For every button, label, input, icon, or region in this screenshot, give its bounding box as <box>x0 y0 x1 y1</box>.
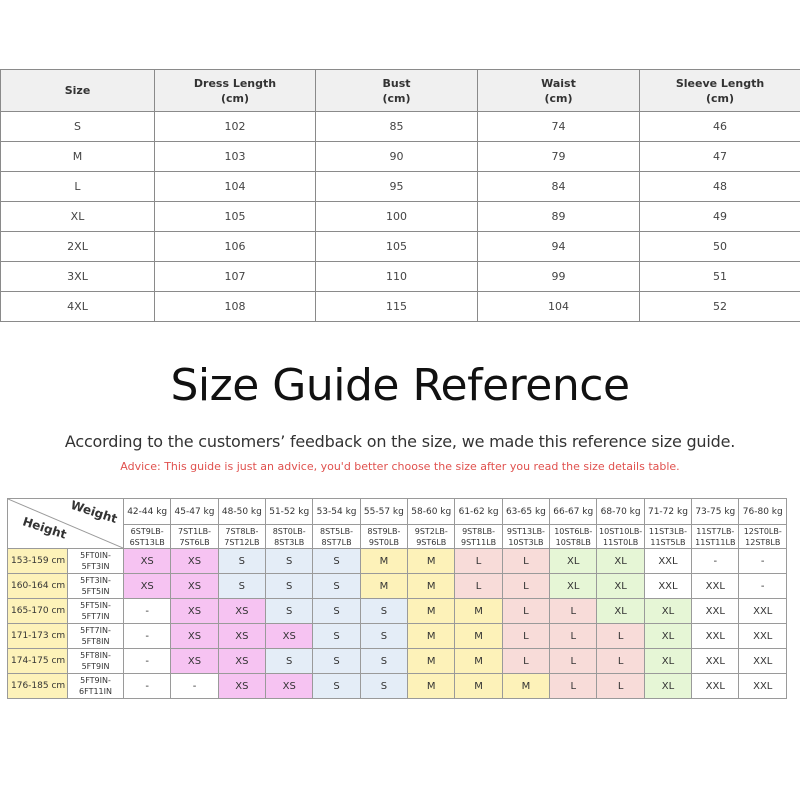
recommended-size-cell: XS <box>218 599 265 624</box>
size-table-cell: 52 <box>640 292 800 322</box>
recommended-size-cell: L <box>550 599 597 624</box>
height-cm-cell: 165-170 cm <box>8 599 68 624</box>
height-ft-cell <box>68 549 124 574</box>
recommended-size-cell: M <box>455 674 502 699</box>
height-ft-cell <box>68 649 124 674</box>
recommended-size-cell: - <box>739 574 787 599</box>
height-ft-from: 5FT3IN- <box>80 576 111 585</box>
recommended-size-cell: S <box>313 649 360 674</box>
recommended-size-cell: M <box>408 599 455 624</box>
size-guide-table <box>7 498 787 699</box>
weight-stone-to: 9ST6LB <box>416 537 447 547</box>
header-label: Sleeve Length <box>675 76 765 90</box>
recommended-size-cell: XL <box>644 649 691 674</box>
recommended-size-cell: M <box>408 649 455 674</box>
recommended-size-cell: XS <box>266 624 313 649</box>
height-cm-cell: 176-185 cm <box>8 674 68 699</box>
recommended-size-cell: L <box>455 549 502 574</box>
size-table-cell: 90 <box>316 142 478 172</box>
height-row <box>8 674 787 699</box>
weight-stone-cell <box>124 525 171 549</box>
header-label: Bust <box>382 76 411 90</box>
weight-kg-cell: 58-60 kg <box>408 499 455 525</box>
recommended-size-cell: S <box>313 599 360 624</box>
size-table-header-cell <box>640 70 800 112</box>
weight-stone-to: 11ST5LB <box>650 537 686 547</box>
size-table-cell: 104 <box>478 292 640 322</box>
size-table-cell: 103 <box>155 142 316 172</box>
size-table-cell: 85 <box>316 112 478 142</box>
size-table-cell: 51 <box>640 262 800 292</box>
weight-stone-from: 9ST8LB- <box>462 526 496 536</box>
weight-kg-cell: 48-50 kg <box>218 499 265 525</box>
recommended-size-cell: S <box>266 599 313 624</box>
size-table-header-cell <box>1 70 155 112</box>
size-table-header-row <box>1 70 800 112</box>
weight-stone-cell <box>408 525 455 549</box>
size-table-cell: 49 <box>640 202 800 232</box>
height-row <box>8 549 787 574</box>
size-table-cell: 108 <box>155 292 316 322</box>
recommended-size-cell: XS <box>124 574 171 599</box>
weight-stone-from: 9ST2LB- <box>414 526 448 536</box>
size-table-cell: 110 <box>316 262 478 292</box>
weight-kg-cell: 55-57 kg <box>360 499 407 525</box>
weight-stone-cell <box>313 525 360 549</box>
weight-stone-cell <box>218 525 265 549</box>
weight-stone-cell <box>266 525 313 549</box>
size-table-header-cell <box>316 70 478 112</box>
height-ft-cell <box>68 574 124 599</box>
height-cm-cell: 171-173 cm <box>8 624 68 649</box>
height-ft-cell <box>68 674 124 699</box>
weight-stone-from: 10ST10LB- <box>599 526 643 536</box>
header-label: Size <box>64 84 91 97</box>
weight-kg-cell: 68-70 kg <box>597 499 644 525</box>
size-table-cell: 79 <box>478 142 640 172</box>
weight-stone-cell <box>550 525 597 549</box>
weight-axis-label: Weight <box>69 497 119 527</box>
height-axis-label: Height <box>20 514 69 542</box>
size-table-cell: 107 <box>155 262 316 292</box>
weight-stone-from: 12ST0LB- <box>743 526 782 536</box>
header-label: Waist <box>541 76 576 90</box>
size-table-cell: 95 <box>316 172 478 202</box>
recommended-size-cell: L <box>597 649 644 674</box>
weight-stone-from: 9ST13LB- <box>506 526 545 536</box>
height-row <box>8 624 787 649</box>
size-measurement-table <box>0 69 800 322</box>
recommended-size-cell: XXL <box>692 649 739 674</box>
size-table-cell: 74 <box>478 112 640 142</box>
recommended-size-cell: XXL <box>739 599 787 624</box>
recommended-size-cell: XXL <box>692 674 739 699</box>
recommended-size-cell: XXL <box>644 574 691 599</box>
size-table-cell: 102 <box>155 112 316 142</box>
size-table-header-cell <box>478 70 640 112</box>
recommended-size-cell: XS <box>171 574 218 599</box>
size-table-cell: 50 <box>640 232 800 262</box>
height-ft-from: 5FT0IN- <box>80 551 111 560</box>
size-table-cell: 94 <box>478 232 640 262</box>
size-table-cell: 3XL <box>1 262 155 292</box>
size-table-cell: 104 <box>155 172 316 202</box>
recommended-size-cell: XS <box>124 549 171 574</box>
size-table-row <box>1 172 800 202</box>
recommended-size-cell: - <box>124 624 171 649</box>
size-table-cell: 4XL <box>1 292 155 322</box>
weight-stone-to: 9ST11LB <box>460 537 497 547</box>
recommended-size-cell: L <box>502 599 549 624</box>
recommended-size-cell: L <box>597 674 644 699</box>
weight-stone-to: 6ST13LB <box>129 537 165 547</box>
recommended-size-cell: XXL <box>692 599 739 624</box>
page-subtitle: According to the customers’ feedback on the size, we made this reference size guide. <box>64 432 736 451</box>
recommended-size-cell: S <box>360 674 407 699</box>
recommended-size-cell: XS <box>218 674 265 699</box>
recommended-size-cell: XS <box>171 649 218 674</box>
recommended-size-cell: XXL <box>739 649 787 674</box>
recommended-size-cell: M <box>408 624 455 649</box>
height-ft-from: 5FT7IN- <box>80 626 111 635</box>
recommended-size-cell: M <box>455 649 502 674</box>
recommended-size-cell: XL <box>644 624 691 649</box>
weight-stone-cell <box>455 525 502 549</box>
weight-stone-cell <box>360 525 407 549</box>
weight-stone-from: 7ST1LB- <box>178 526 211 536</box>
weight-stone-from: 6ST9LB- <box>130 526 164 536</box>
size-table-cell: 115 <box>316 292 478 322</box>
size-table-row <box>1 232 800 262</box>
header-unit: (cm) <box>220 91 250 105</box>
recommended-size-cell: XS <box>218 649 265 674</box>
weight-kg-cell: 61-62 kg <box>455 499 502 525</box>
weight-stone-cell <box>692 525 739 549</box>
recommended-size-cell: L <box>597 624 644 649</box>
weight-stone-from: 8ST5LB- <box>320 526 354 536</box>
height-ft-to: 5FT5IN <box>81 587 110 596</box>
recommended-size-cell: L <box>550 674 597 699</box>
weight-stone-to: 10ST8LB <box>555 537 591 547</box>
height-row <box>8 574 787 599</box>
recommended-size-cell: M <box>360 549 407 574</box>
weight-kg-cell: 42-44 kg <box>124 499 171 525</box>
recommended-size-cell: XL <box>597 599 644 624</box>
height-ft-to: 5FT9IN <box>81 662 110 671</box>
size-table-row <box>1 292 800 322</box>
weight-kg-cell: 73-75 kg <box>692 499 739 525</box>
recommended-size-cell: S <box>313 624 360 649</box>
weight-kg-cell: 71-72 kg <box>644 499 691 525</box>
recommended-size-cell: S <box>218 574 265 599</box>
size-table-header-cell <box>155 70 316 112</box>
weight-stone-from: 11ST3LB- <box>648 526 687 536</box>
recommended-size-cell: L <box>502 574 549 599</box>
weight-stone-to: 11ST11LB <box>695 537 736 547</box>
height-ft-from: 5FT5IN- <box>80 601 111 610</box>
height-ft-cell <box>68 599 124 624</box>
recommended-size-cell: XXL <box>644 549 691 574</box>
recommended-size-cell: L <box>550 649 597 674</box>
recommended-size-cell: L <box>550 624 597 649</box>
advice-note: Advice: This guide is just an advice, you'd better choose the size after you read the size details table. <box>120 460 680 473</box>
weight-stone-row <box>8 525 787 549</box>
height-ft-cell <box>68 624 124 649</box>
size-table-cell: XL <box>1 202 155 232</box>
size-table-cell: 89 <box>478 202 640 232</box>
weight-stone-cell <box>739 525 787 549</box>
recommended-size-cell: XS <box>171 549 218 574</box>
size-table-row <box>1 262 800 292</box>
recommended-size-cell: S <box>313 549 360 574</box>
recommended-size-cell: - <box>692 549 739 574</box>
weight-stone-cell <box>171 525 218 549</box>
size-table-cell: 84 <box>478 172 640 202</box>
corner-header-cell <box>8 499 124 549</box>
weight-stone-from: 8ST9LB- <box>367 526 401 536</box>
recommended-size-cell: XL <box>644 599 691 624</box>
size-table-cell: M <box>1 142 155 172</box>
weight-stone-to: 7ST6LB <box>179 537 210 547</box>
recommended-size-cell: S <box>266 649 313 674</box>
recommended-size-cell: XL <box>597 549 644 574</box>
recommended-size-cell: - <box>171 674 218 699</box>
header-unit: (cm) <box>544 91 573 105</box>
size-table-cell: 47 <box>640 142 800 172</box>
size-table-body <box>1 112 800 322</box>
recommended-size-cell: S <box>313 574 360 599</box>
size-table-cell: L <box>1 172 155 202</box>
recommended-size-cell: XS <box>171 624 218 649</box>
recommended-size-cell: S <box>360 624 407 649</box>
size-table-row <box>1 142 800 172</box>
size-table-cell: 46 <box>640 112 800 142</box>
recommended-size-cell: M <box>455 599 502 624</box>
height-ft-to: 6FT11IN <box>79 687 112 696</box>
recommended-size-cell: XL <box>644 674 691 699</box>
recommended-size-cell: M <box>408 674 455 699</box>
size-table-row <box>1 112 800 142</box>
height-ft-from: 5FT8IN- <box>80 651 111 660</box>
recommended-size-cell: - <box>124 674 171 699</box>
weight-stone-cell <box>502 525 549 549</box>
page-title: Size Guide Reference <box>170 360 630 411</box>
weight-stone-to: 11ST0LB <box>603 537 639 547</box>
weight-stone-to: 7ST12LB <box>224 537 260 547</box>
weight-stone-cell <box>644 525 691 549</box>
size-table-cell: 2XL <box>1 232 155 262</box>
height-ft-to: 5FT3IN <box>81 562 110 571</box>
recommended-size-cell: L <box>455 574 502 599</box>
recommended-size-cell: XL <box>550 549 597 574</box>
size-table-cell: 99 <box>478 262 640 292</box>
weight-stone-to: 10ST3LB <box>508 537 544 547</box>
recommended-size-cell: M <box>408 549 455 574</box>
size-table-cell: 105 <box>316 232 478 262</box>
recommended-size-cell: XL <box>597 574 644 599</box>
header-unit: (cm) <box>382 91 411 105</box>
recommended-size-cell: L <box>502 649 549 674</box>
recommended-size-cell: M <box>502 674 549 699</box>
recommended-size-cell: XXL <box>739 624 787 649</box>
size-table-cell: 105 <box>155 202 316 232</box>
height-row <box>8 649 787 674</box>
height-cm-cell: 160-164 cm <box>8 574 68 599</box>
weight-kg-row <box>8 499 787 525</box>
recommended-size-cell: - <box>124 649 171 674</box>
recommended-size-cell: - <box>124 599 171 624</box>
weight-kg-cell: 63-65 kg <box>502 499 549 525</box>
recommended-size-cell: XS <box>218 624 265 649</box>
recommended-size-cell: M <box>455 624 502 649</box>
recommended-size-cell: S <box>360 599 407 624</box>
weight-stone-to: 12ST8LB <box>745 537 781 547</box>
recommended-size-cell: - <box>739 549 787 574</box>
header-unit: (cm) <box>705 91 735 105</box>
recommended-size-cell: XXL <box>739 674 787 699</box>
size-table-cell: 100 <box>316 202 478 232</box>
recommended-size-cell: M <box>408 574 455 599</box>
weight-kg-cell: 45-47 kg <box>171 499 218 525</box>
recommended-size-cell: XS <box>171 599 218 624</box>
height-ft-to: 5FT7IN <box>81 612 110 621</box>
weight-kg-cell: 66-67 kg <box>550 499 597 525</box>
recommended-size-cell: XXL <box>692 574 739 599</box>
weight-stone-to: 8ST3LB <box>274 537 305 547</box>
recommended-size-cell: L <box>502 624 549 649</box>
recommended-size-cell: M <box>360 574 407 599</box>
height-row <box>8 599 787 624</box>
weight-stone-to: 8ST7LB <box>321 537 352 547</box>
height-cm-cell: 174-175 cm <box>8 649 68 674</box>
weight-stone-from: 10ST6LB- <box>554 526 593 536</box>
size-table-cell: S <box>1 112 155 142</box>
weight-stone-from: 11ST7LB- <box>696 526 735 536</box>
weight-stone-from: 7ST8LB- <box>225 526 259 536</box>
recommended-size-cell: L <box>502 549 549 574</box>
recommended-size-cell: S <box>218 549 265 574</box>
recommended-size-cell: S <box>360 649 407 674</box>
height-cm-cell: 153-159 cm <box>8 549 68 574</box>
height-ft-to: 5FT8IN <box>81 637 110 646</box>
recommended-size-cell: S <box>266 549 313 574</box>
size-table-cell: 48 <box>640 172 800 202</box>
recommended-size-cell: S <box>313 674 360 699</box>
recommended-size-cell: XL <box>550 574 597 599</box>
weight-stone-cell <box>597 525 644 549</box>
weight-stone-from: 8ST0LB- <box>272 526 306 536</box>
weight-kg-cell: 76-80 kg <box>739 499 787 525</box>
weight-stone-to: 9ST0LB <box>368 537 399 547</box>
header-label: Dress Length <box>193 76 277 90</box>
size-table-row <box>1 202 800 232</box>
size-table-cell: 106 <box>155 232 316 262</box>
weight-kg-cell: 53-54 kg <box>313 499 360 525</box>
weight-kg-cell: 51-52 kg <box>266 499 313 525</box>
recommended-size-cell: S <box>266 574 313 599</box>
recommended-size-cell: XS <box>266 674 313 699</box>
height-ft-from: 5FT9IN- <box>80 676 111 685</box>
recommended-size-cell: XXL <box>692 624 739 649</box>
